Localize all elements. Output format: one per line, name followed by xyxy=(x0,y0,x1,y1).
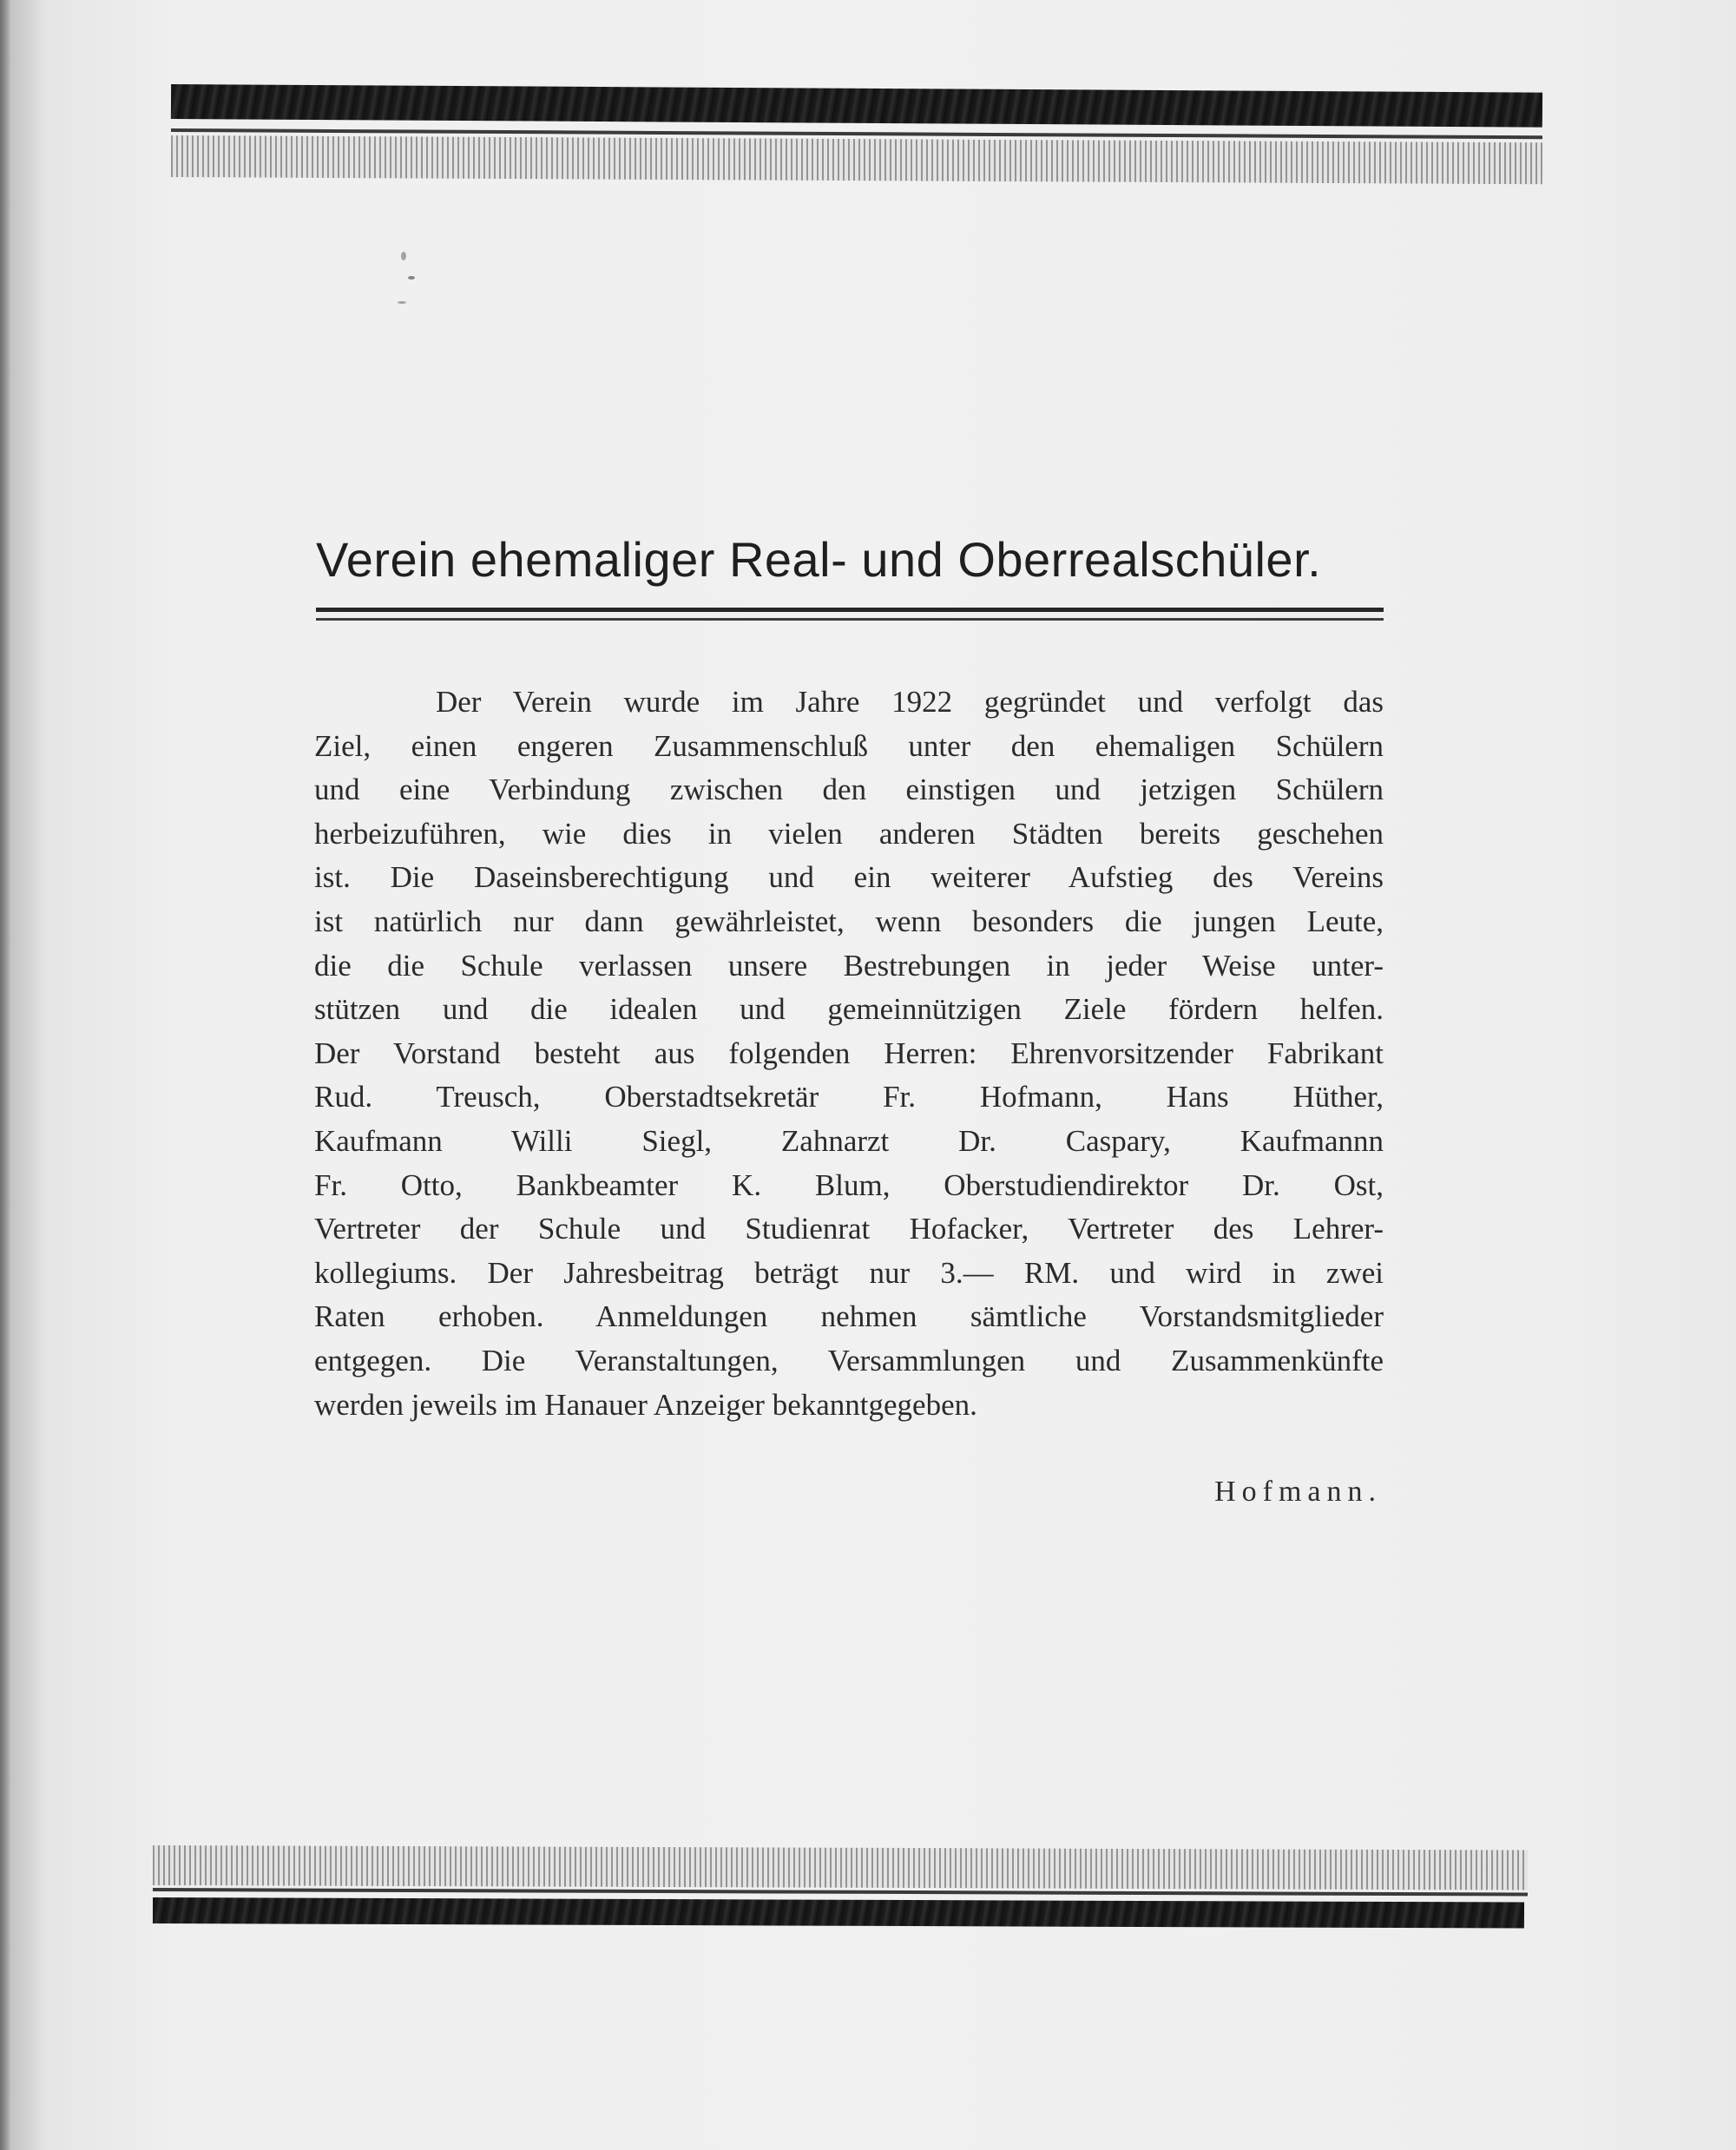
title-underline-thick xyxy=(316,608,1384,612)
text-line: ist. Die Daseinsberechtigung und ein weiterer Aufstieg des Vereins xyxy=(314,860,1384,895)
text-line: Raten erhoben. Anmeldungen nehmen sämtliche Vorstandsmitglieder xyxy=(314,1299,1384,1334)
text-line: Der Verein wurde im Jahre 1922 gegründet und verfolgt das xyxy=(436,685,1384,719)
text-line: Der Vorstand besteht aus folgenden Herren: Ehrenvorsitzender Fabrikant xyxy=(314,1036,1384,1070)
print-speck xyxy=(408,276,415,279)
text-line: entgegen. Die Veranstaltungen, Versammlungen und Zusammenkünfte xyxy=(314,1343,1384,1377)
title-underline-thin xyxy=(316,618,1384,621)
text-line: Kaufmann Willi Siegl, Zahnarzt Dr. Caspary, Kaufmannn xyxy=(314,1123,1384,1158)
text-line: Ziel, einen engeren Zusammenschluß unter den ehemaligen Schülern xyxy=(314,728,1384,763)
text-line: werden jeweils im Hanauer Anzeiger bekanntgegeben. xyxy=(314,1387,977,1422)
text-line: Fr. Otto, Bankbeamter K. Blum, Oberstudiendirektor Dr. Ost, xyxy=(314,1167,1384,1202)
body-paragraph xyxy=(314,681,1384,1427)
text-line: herbeizuführen, wie dies in vielen anderen Städten bereits geschehen xyxy=(314,816,1384,851)
text-line: die die Schule verlassen unsere Bestrebungen in jeder Weise unter- xyxy=(314,948,1384,983)
text-line: stützen und die idealen und gemeinnützigen Ziele fördern helfen. xyxy=(314,992,1384,1027)
top-dark-bar xyxy=(171,84,1542,128)
text-line: ist natürlich nur dann gewährleistet, wenn besonders die jungen Leute, xyxy=(314,904,1384,938)
text-line: Vertreter der Schule und Studienrat Hofacker, Vertreter des Lehrer- xyxy=(314,1212,1384,1246)
text-line: Rud. Treusch, Oberstadtsekretär Fr. Hofmann, Hans Hüther, xyxy=(314,1080,1384,1114)
text-line: und eine Verbindung zwischen den einstigen und jetzigen Schülern xyxy=(314,773,1384,807)
page-shadow xyxy=(10,0,45,2150)
page-title: Verein ehemaliger Real- und Oberrealschüler. xyxy=(316,532,1322,587)
bottom-dark-bar xyxy=(153,1897,1524,1929)
bottom-striped-bar xyxy=(153,1845,1528,1890)
signature: Hofmann. xyxy=(1214,1476,1382,1508)
print-speck xyxy=(401,252,406,260)
top-striped-bar xyxy=(171,135,1542,184)
page-binding-edge xyxy=(0,0,10,2150)
print-speck xyxy=(398,301,406,304)
text-line: kollegiums. Der Jahresbeitrag beträgt nur 3.— RM. und wird in zwei xyxy=(314,1255,1384,1290)
